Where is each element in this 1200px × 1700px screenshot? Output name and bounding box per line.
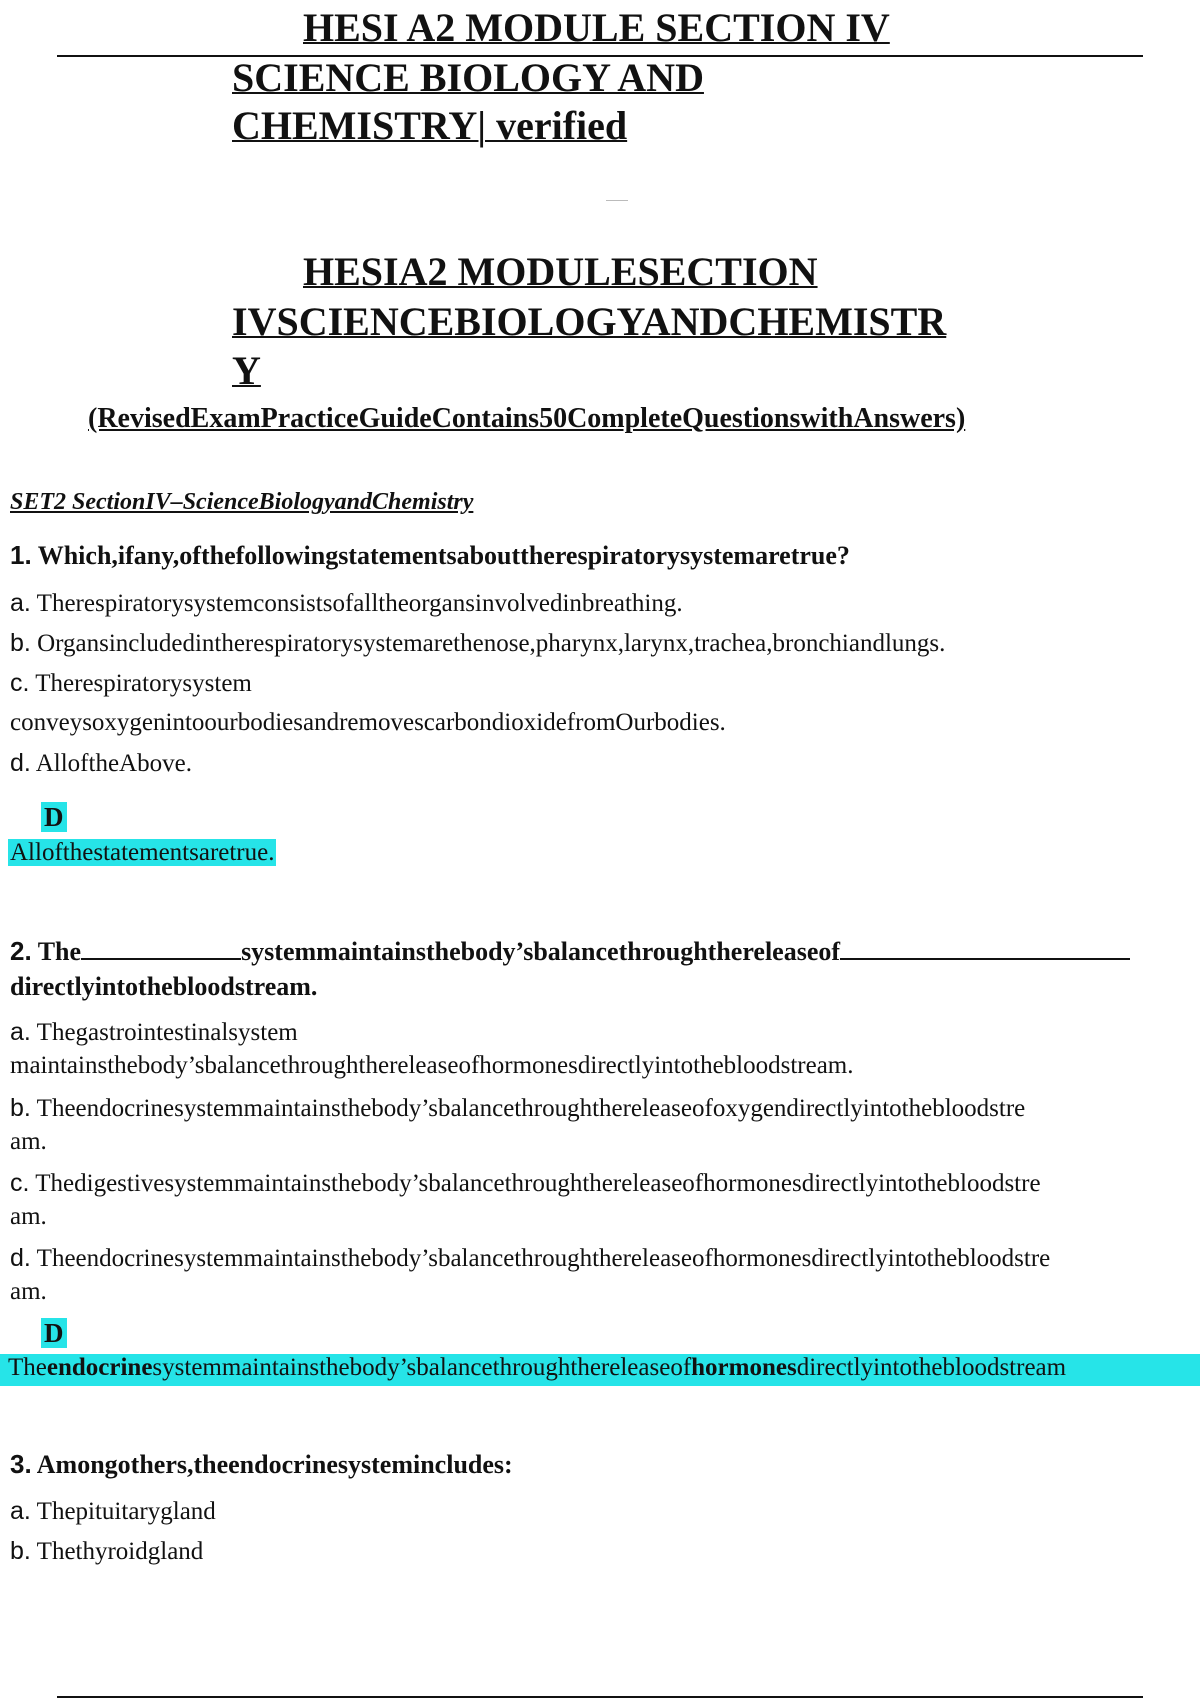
q2-option-c — [10, 1169, 1041, 1198]
q1-option-d-letter: d. — [10, 749, 31, 777]
q3-option-a-text: Thepituitarygland — [36, 1498, 216, 1525]
faint-mark — [606, 200, 628, 201]
q1-option-a-letter: a. — [10, 589, 31, 617]
q3-option-b — [10, 1537, 203, 1566]
q2-option-c-letter: c. — [10, 1169, 30, 1197]
q2-answer-part-1: The — [8, 1354, 47, 1381]
q1-option-b — [10, 629, 945, 658]
document-title-line-3: CHEMISTRY| verified — [232, 103, 628, 148]
q1-option-d-text: AlloftheAbove. — [35, 750, 192, 777]
q2-answer-letter — [41, 1318, 67, 1349]
q1-option-b-letter: b. — [10, 629, 31, 657]
q2-option-d — [10, 1244, 1050, 1273]
question-3 — [10, 1449, 513, 1480]
q2-answer-part-2: systemmaintainsthebody’sbalancethroughthereleaseof — [152, 1354, 692, 1381]
document-subtitle: (RevisedExamPracticeGuideContains50CompleteQuestionswithAnswers) — [88, 403, 966, 434]
question-2-text-mid: systemmaintainsthebody’sbalancethroughthereleaseof — [241, 937, 841, 966]
question-3-number: 3. — [10, 1449, 32, 1479]
q1-answer-letter — [41, 802, 67, 833]
question-1-number: 1. — [10, 540, 32, 570]
document-title2-line-3: Y — [232, 348, 261, 393]
question-2 — [10, 936, 1130, 967]
question-1 — [10, 540, 850, 571]
q2-option-d-continued: am. — [10, 1278, 47, 1305]
q2-option-a-letter: a. — [10, 1018, 31, 1046]
q2-option-a-text: Thegastrointestinalsystem — [36, 1019, 298, 1046]
q1-option-c — [10, 669, 252, 698]
q3-option-b-letter: b. — [10, 1537, 31, 1565]
q1-answer-letter-highlight: D — [41, 802, 67, 832]
q1-option-c-text: Therespiratorysystem — [35, 670, 252, 697]
q1-answer-explanation — [8, 839, 276, 867]
q1-option-b-text: Organsincludedintherespiratorysystemarethenose,pharynx,larynx,trachea,bronchiandlungs. — [37, 630, 946, 657]
q2-option-b-text: Theendocrinesystemmaintainsthebody’sbalancethroughthereleaseofoxygendirectlyintothebloodstre — [36, 1095, 1026, 1122]
question-2-blank-1 — [81, 958, 241, 960]
q1-option-d — [10, 749, 192, 778]
q3-option-a — [10, 1497, 216, 1526]
q2-answer-bold-2: hormones — [691, 1354, 797, 1381]
document-title-line-2: SCIENCE BIOLOGY AND — [232, 55, 704, 100]
q2-option-c-text: Thedigestivesystemmaintainsthebody’sbalancethroughthereleaseofhormonesdirectlyintothebloodstre — [35, 1170, 1041, 1197]
question-2-number: 2. — [10, 936, 32, 966]
q2-answer-text — [8, 1354, 1066, 1382]
q2-option-a — [10, 1018, 298, 1047]
question-2-blank-2 — [840, 958, 1130, 960]
question-2-text-pre: The — [37, 937, 82, 966]
q2-option-b-continued: am. — [10, 1128, 47, 1155]
document-title-line-1: HESI A2 MODULE SECTION IV — [303, 5, 890, 50]
q2-answer-part-3: directlyintothebloodstream — [796, 1354, 1067, 1381]
q2-answer-bold-1: endocrine — [46, 1354, 153, 1381]
q2-option-c-continued: am. — [10, 1203, 47, 1230]
question-2-line-2: directlyintothebloodstream. — [10, 972, 318, 1001]
q2-answer-explanation — [0, 1354, 1200, 1386]
q2-option-b — [10, 1094, 1025, 1123]
q1-option-a — [10, 589, 683, 618]
q2-option-d-text: Theendocrinesystemmaintainsthebody’sbalancethroughthereleaseofhormonesdirectlyintothebloodstre — [36, 1245, 1051, 1272]
document-title2-line-1: HESIA2 MODULESECTION — [303, 249, 818, 294]
q3-option-b-text: Thethyroidgland — [36, 1538, 204, 1565]
q2-option-d-letter: d. — [10, 1244, 31, 1272]
q1-answer-text: Allofthestatementsaretrue. — [10, 839, 275, 866]
question-3-text: Amongothers,theendocrinesystemincludes: — [36, 1450, 513, 1479]
footer-rule — [57, 1696, 1143, 1698]
document-title2-line-2: IVSCIENCEBIOLOGYANDCHEMISTR — [232, 299, 947, 344]
q2-option-a-continued: maintainsthebody’sbalancethroughthereleaseofhormonesdirectlyintothebloodstream. — [10, 1052, 854, 1079]
q3-option-a-letter: a. — [10, 1497, 31, 1525]
q2-answer-letter-highlight: D — [41, 1318, 67, 1348]
q1-option-c-continued: conveysoxygenintoourbodiesandremovescarbondioxidefromOurbodies. — [10, 709, 726, 736]
set-heading: SET2 SectionIV–ScienceBiologyandChemistry — [10, 489, 474, 515]
question-1-text: Which,ifany,ofthefollowingstatementsabouttherespiratorysystemaretrue? — [37, 541, 850, 570]
q2-option-b-letter: b. — [10, 1094, 31, 1122]
q1-option-a-text: Therespiratorysystemconsistsofalltheorgansinvolvedinbreathing. — [36, 590, 683, 617]
q1-option-c-letter: c. — [10, 669, 30, 697]
